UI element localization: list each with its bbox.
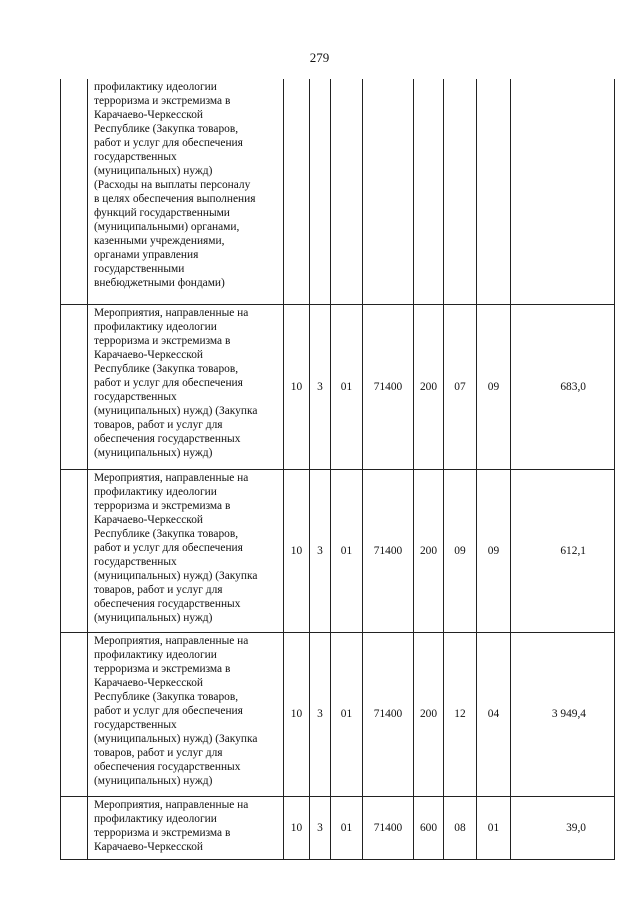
row-code-4: 71400: [363, 632, 414, 796]
row-blank-cell: [61, 79, 88, 304]
row-code-2: 3: [310, 796, 331, 859]
row-code-3: 01: [331, 304, 363, 469]
row-code-4: 71400: [363, 469, 414, 632]
row-code-5: 200: [414, 304, 444, 469]
budget-table: [60, 79, 615, 860]
row-code-1: 10: [284, 469, 310, 632]
row-code-3: 01: [331, 632, 363, 796]
row-amount: [511, 79, 615, 304]
row-code-1: 10: [284, 632, 310, 796]
row-blank-cell: [61, 632, 88, 796]
row-code-1: 10: [284, 304, 310, 469]
row-code-7: 09: [477, 304, 511, 469]
row-code-4: [363, 79, 414, 304]
row-code-7: 09: [477, 469, 511, 632]
row-description: Мероприятия, направленные на профилактику идеологии терроризма и экстремизма в Карачаево-Черкесской Республике (Закупка товаров, работ и услуг для обеспечения государственных (муниципальных) нужд) (Закупка товаров, работ и услуг для обеспечения государственных (муниципальных) нужд): [88, 632, 284, 796]
table-row: [61, 79, 615, 304]
row-code-3: [331, 79, 363, 304]
row-code-3: 01: [331, 796, 363, 859]
row-description: профилактику идеологии терроризма и экстремизма в Карачаево-Черкесской Республике (Закупка товаров, работ и услуг для обеспечения государственных (муниципальных) нужд) (Расходы на выплаты персоналу в целях обеспечения выполнения функций государственными (муниципальными) органами, казенными учреждениями, органами управления государственными внебюджетными фондами): [88, 79, 284, 304]
row-blank-cell: [61, 304, 88, 469]
page-number: 279: [309, 50, 330, 65]
row-code-1: [284, 79, 310, 304]
row-description: Мероприятия, направленные на профилактику идеологии терроризма и экстремизма в Карачаево-Черкесской Республике (Закупка товаров, работ и услуг для обеспечения государственных (муниципальных) нужд) (Закупка товаров, работ и услуг для обеспечения государственных (муниципальных) нужд): [88, 304, 284, 469]
row-code-6: 07: [444, 304, 477, 469]
row-amount: 3 949,4: [511, 632, 615, 796]
row-code-2: 3: [310, 304, 331, 469]
row-blank-cell: [61, 469, 88, 632]
row-code-6: 08: [444, 796, 477, 859]
row-code-2: 3: [310, 632, 331, 796]
row-code-2: 3: [310, 469, 331, 632]
row-code-5: 200: [414, 632, 444, 796]
row-code-1: 10: [284, 796, 310, 859]
row-code-5: 600: [414, 796, 444, 859]
row-code-4: 71400: [363, 796, 414, 859]
row-code-2: [310, 79, 331, 304]
row-code-6: 12: [444, 632, 477, 796]
row-code-7: 01: [477, 796, 511, 859]
row-code-5: [414, 79, 444, 304]
row-code-7: [477, 79, 511, 304]
row-code-5: 200: [414, 469, 444, 632]
row-code-4: 71400: [363, 304, 414, 469]
table-row: [61, 304, 615, 469]
row-code-6: [444, 79, 477, 304]
row-amount: 683,0: [511, 304, 615, 469]
row-description: Мероприятия, направленные на профилактику идеологии терроризма и экстремизма в Карачаево-Черкесской Республике (Закупка товаров, работ и услуг для обеспечения государственных (муниципальных) нужд) (Закупка товаров, работ и услуг для обеспечения государственных (муниципальных) нужд): [88, 469, 284, 632]
row-description: Мероприятия, направленные на профилактику идеологии терроризма и экстремизма в Карачаево-Черкесской: [88, 796, 284, 859]
table-row: [61, 469, 615, 632]
table-row: [61, 796, 615, 859]
row-code-7: 04: [477, 632, 511, 796]
row-code-6: 09: [444, 469, 477, 632]
table-row: [61, 632, 615, 796]
row-amount: 39,0: [511, 796, 615, 859]
row-amount: 612,1: [511, 469, 615, 632]
row-blank-cell: [61, 796, 88, 859]
row-code-3: 01: [331, 469, 363, 632]
